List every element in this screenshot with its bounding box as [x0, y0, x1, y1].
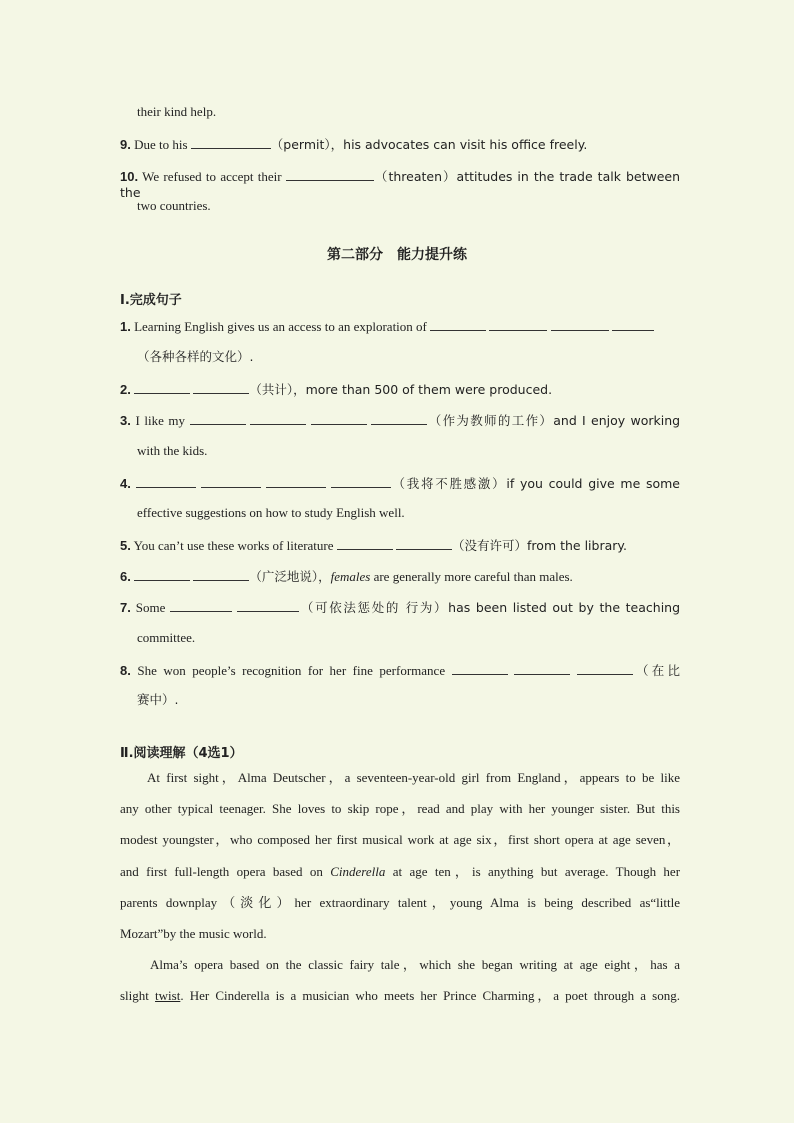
s1-question-8-continuation	[137, 692, 680, 708]
s1-question-4	[120, 475, 680, 491]
question-hint: （可依法惩处的 行为）has been listed out by the teaching	[299, 600, 681, 615]
question-text: I like my	[135, 413, 186, 428]
question-number: 2.	[120, 382, 131, 397]
question-text: Some	[135, 600, 166, 615]
passage-text: . Her Cinderella is a musician who meets her Prince Charming，a poet through a song.	[180, 988, 680, 1003]
question-number: 6.	[120, 569, 131, 584]
question-9	[120, 136, 680, 153]
answer-blank[interactable]	[266, 475, 326, 488]
question-number: 9.	[120, 137, 131, 152]
question-number: 10.	[120, 169, 139, 184]
answer-blank[interactable]	[191, 136, 271, 149]
question-hint: （广泛地说），	[249, 569, 331, 584]
question-hint: （在比	[632, 663, 681, 678]
answer-blank[interactable]	[452, 662, 508, 675]
answer-blank[interactable]	[396, 537, 452, 550]
answer-blank[interactable]	[331, 475, 391, 488]
question-10-continuation	[137, 198, 680, 214]
text: two countries.	[137, 198, 211, 213]
answer-blank[interactable]	[489, 318, 547, 331]
s1-question-1	[120, 318, 680, 335]
question-10	[120, 168, 680, 200]
question-hint: （我将不胜感激）if you could give me some	[390, 476, 680, 491]
passage-text: slight	[120, 988, 149, 1003]
answer-blank[interactable]	[311, 412, 367, 425]
section2-heading: Ⅱ.阅读理解（4选1）	[120, 746, 243, 761]
text: with the kids.	[137, 443, 208, 458]
line-their-kind-help	[137, 104, 680, 120]
s1-question-3	[120, 412, 680, 428]
answer-blank[interactable]	[337, 537, 393, 550]
answer-blank[interactable]	[237, 599, 299, 612]
passage-line	[120, 988, 680, 1004]
question-hint: （共计），more than 500 of them were produced.	[249, 382, 553, 397]
section1-heading: Ⅰ.完成句子	[120, 293, 182, 308]
answer-blank[interactable]	[134, 381, 190, 394]
s1-question-3-continuation	[137, 443, 680, 459]
s1-question-2	[120, 381, 680, 398]
answer-blank[interactable]	[371, 412, 427, 425]
s1-question-1-continuation	[137, 349, 680, 365]
question-number: 4.	[120, 476, 131, 491]
underlined-word: twist	[155, 988, 181, 1003]
answer-blank[interactable]	[136, 475, 196, 488]
passage-line: any other typical teenager. She loves to skip rope，read and play with her younger sister. But this	[120, 801, 680, 816]
part2-title: 第二部分 能力提升练	[327, 247, 467, 263]
answer-blank[interactable]	[170, 599, 232, 612]
s1-question-5	[120, 537, 680, 554]
passage-line: modest youngster，who composed her first musical work at age six，first short opera at age seven，	[120, 832, 680, 847]
s1-question-7	[120, 599, 680, 615]
title-italic: Cinderella	[330, 864, 386, 879]
passage-text: and first full-length opera based on	[120, 864, 323, 879]
passage-line: Alma’s opera based on the classic fairy tale，which she began writing at age eight，has a	[150, 957, 680, 972]
s1-question-4-continuation	[137, 505, 680, 521]
s1-question-7-continuation	[137, 630, 680, 646]
answer-blank[interactable]	[250, 412, 306, 425]
passage-line: parents downplay（淡化）her extraordinary talent，young Alma is being described as“little	[120, 895, 680, 910]
answer-blank[interactable]	[612, 318, 654, 331]
question-number: 8.	[120, 663, 131, 678]
answer-blank[interactable]	[577, 662, 633, 675]
answer-blank[interactable]	[201, 475, 261, 488]
question-hint: （permit），his advocates can visit his office freely.	[270, 137, 588, 152]
emphasis-text: females	[330, 569, 371, 584]
text: committee.	[137, 630, 196, 645]
answer-blank[interactable]	[134, 568, 190, 581]
answer-blank[interactable]	[193, 381, 249, 394]
answer-blank[interactable]	[551, 318, 609, 331]
question-number: 7.	[120, 600, 131, 615]
question-hint: 赛中）.	[137, 692, 179, 707]
s1-question-6	[120, 568, 680, 585]
question-text: You can’t use these works of literature	[133, 538, 334, 553]
question-number: 1.	[120, 319, 131, 334]
text: effective suggestions on how to study English well.	[137, 505, 405, 520]
question-text: Due to his	[134, 137, 188, 152]
passage-line	[120, 864, 680, 880]
question-hint: （threaten）attitudes in the trade talk between the	[120, 169, 680, 200]
passage-line: At first sight，Alma Deutscher，a seventeen-year-old girl from England，appears to be like	[147, 770, 680, 785]
answer-blank[interactable]	[193, 568, 249, 581]
question-text: We refused to accept their	[142, 169, 282, 184]
question-text: are generally more careful than males.	[370, 569, 573, 584]
question-hint: （作为教师的工作）and I enjoy working	[427, 413, 681, 428]
answer-blank[interactable]	[286, 168, 374, 181]
question-text: Learning English gives us an access to an exploration of	[134, 319, 427, 334]
question-number: 3.	[120, 413, 131, 428]
s1-question-8	[120, 662, 680, 678]
answer-blank[interactable]	[514, 662, 570, 675]
text: their kind help.	[137, 104, 217, 119]
answer-blank[interactable]	[190, 412, 246, 425]
answer-blank[interactable]	[430, 318, 486, 331]
question-hint: （没有许可）from the library.	[452, 538, 627, 553]
question-number: 5.	[120, 538, 131, 553]
question-text: She won people’s recognition for her fine performance	[137, 663, 446, 678]
passage-line: Mozart”by the music world.	[120, 926, 267, 941]
question-hint: （各种各样的文化）.	[137, 349, 254, 364]
passage-text: at age ten，is anything but average. Though her	[392, 864, 681, 879]
